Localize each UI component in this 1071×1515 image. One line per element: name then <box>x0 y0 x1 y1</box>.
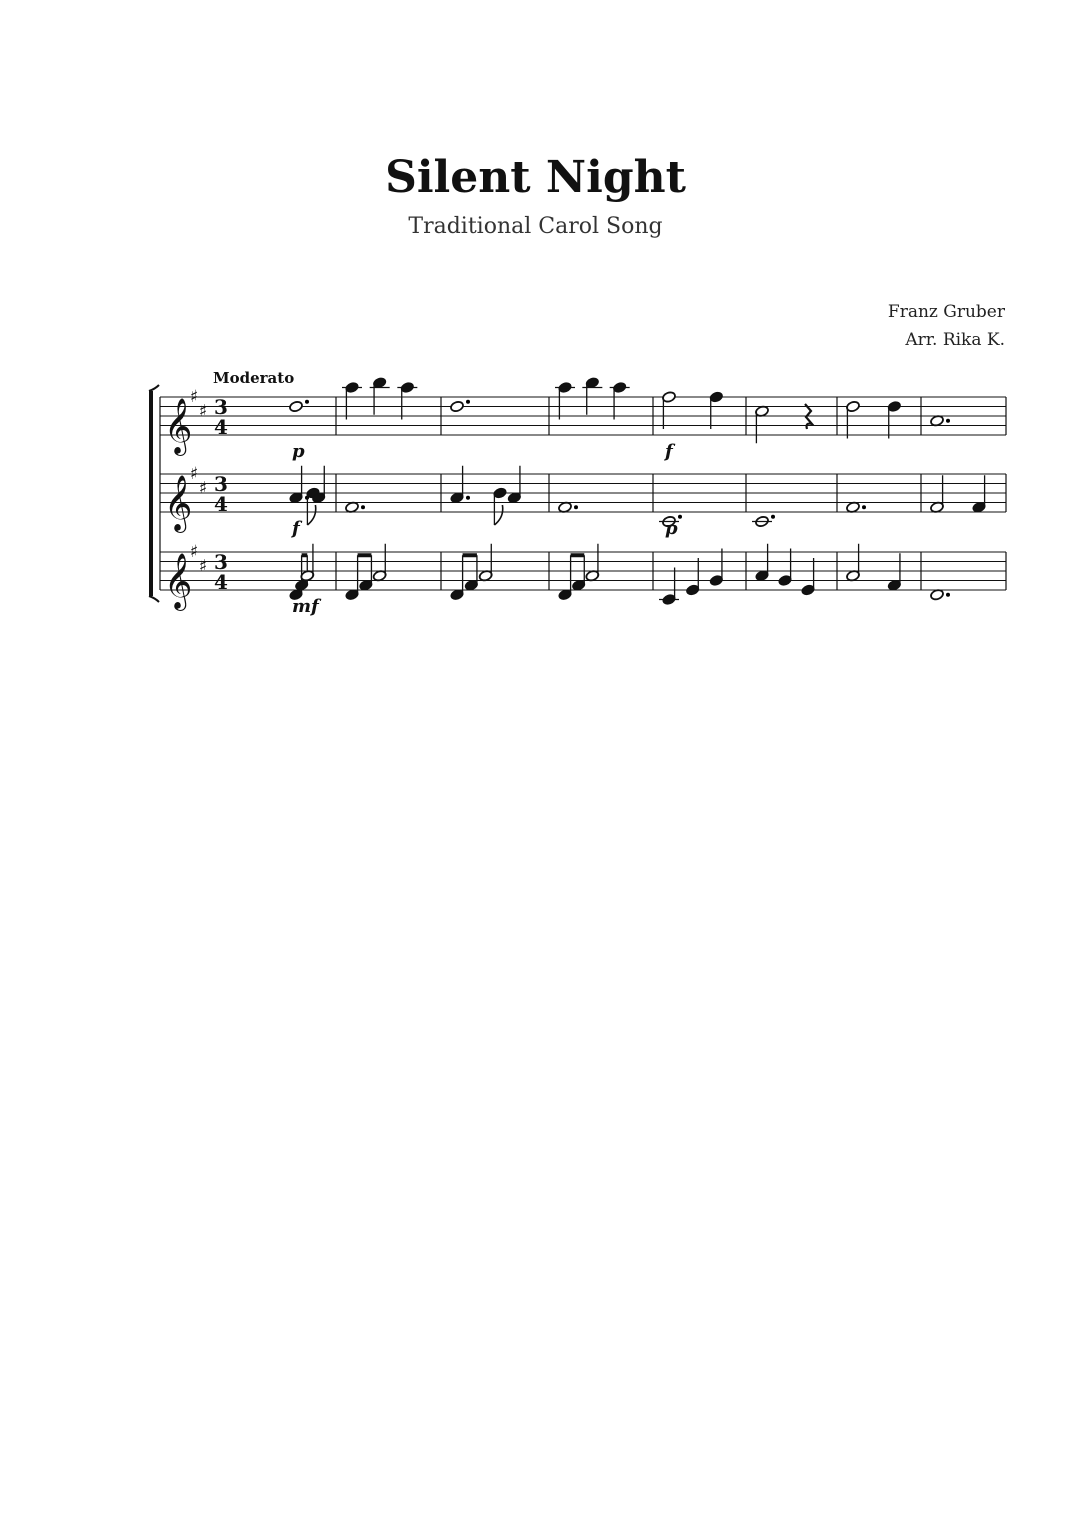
augmentation-dot <box>466 400 470 404</box>
augmentation-dot <box>946 593 950 597</box>
time-signature-bottom: 4 <box>214 492 228 516</box>
augmentation-dot <box>361 505 365 509</box>
time-signature-top: 3 <box>214 395 228 419</box>
augmentation-dot <box>574 505 578 509</box>
time-signature-top: 3 <box>214 550 228 574</box>
dynamic-marking: mf <box>292 596 319 617</box>
treble-clef: 𝄞 <box>164 553 193 609</box>
augmentation-dot <box>678 515 682 519</box>
tempo-marking: Moderato <box>213 369 295 387</box>
time-signature-top: 3 <box>214 472 228 496</box>
key-signature-sharp: ♯ <box>198 401 208 422</box>
dynamic-marking: f <box>292 518 300 539</box>
dynamic-marking: p <box>292 441 305 462</box>
page-subtitle: Traditional Carol Song <box>408 214 663 239</box>
note-head <box>450 400 465 412</box>
time-signature-bottom: 4 <box>214 415 228 439</box>
note-flag <box>307 505 315 525</box>
system-bracket <box>149 385 159 391</box>
dynamic-marking: f <box>665 441 673 462</box>
dynamic-marking: p <box>665 518 678 539</box>
time-signature-bottom: 4 <box>214 570 228 594</box>
page-title: Silent Night <box>385 152 686 203</box>
augmentation-dot <box>862 505 866 509</box>
augmentation-dot <box>305 400 309 404</box>
treble-clef: 𝄞 <box>164 398 193 454</box>
key-signature-sharp: ♯ <box>198 556 208 577</box>
augmentation-dot <box>946 419 950 423</box>
key-signature-sharp: ♯ <box>189 387 199 407</box>
arranger-credit: Arr. Rika K. <box>905 330 1005 350</box>
augmentation-dot <box>771 515 775 519</box>
key-signature-sharp: ♯ <box>198 478 208 499</box>
note-head <box>289 400 304 412</box>
augmentation-dot <box>466 496 470 500</box>
composer-credit: Franz Gruber <box>887 302 1005 322</box>
key-signature-sharp: ♯ <box>189 464 199 484</box>
system-bracket <box>149 596 159 602</box>
note-flag <box>494 505 502 525</box>
key-signature-sharp: ♯ <box>189 542 199 562</box>
treble-clef: 𝄞 <box>164 475 193 531</box>
